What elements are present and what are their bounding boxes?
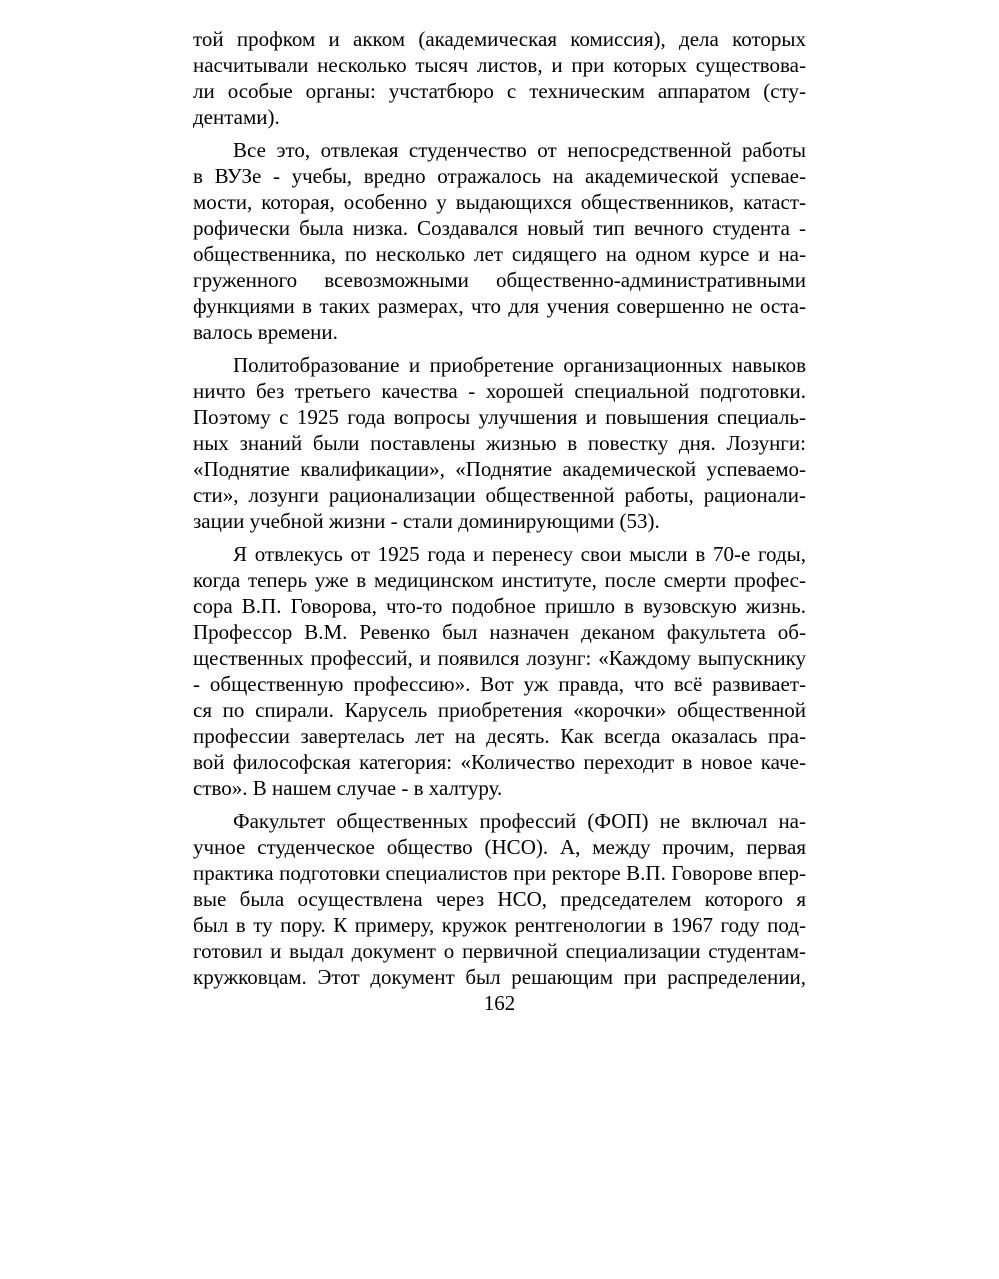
text-line: мости, которая, особенно у выдающихся общественников, катаст- bbox=[193, 190, 806, 214]
text-line: валось времени. bbox=[193, 320, 338, 344]
text-line: Поэтому с 1925 года вопросы улучшения и повышения специаль- bbox=[193, 405, 806, 429]
text-line: Факультет общественных профессий (ФОП) не включал на- bbox=[233, 809, 806, 833]
text-line: Я отвлекусь от 1925 года и перенесу свои мысли в 70-е годы, bbox=[233, 542, 806, 566]
text-line: сора В.П. Говорова, что-то подобное пришло в вузовскую жизнь. bbox=[193, 594, 806, 618]
text-line: Политобразование и приобретение организационных навыков bbox=[233, 353, 806, 377]
text-line: когда теперь уже в медицинском институте, после смерти профес- bbox=[193, 568, 806, 592]
text-line: в ВУЗе - учебы, вредно отражалось на академической успевае- bbox=[193, 164, 806, 188]
text-line: ся по спирали. Карусель приобретения «корочки» общественной bbox=[193, 698, 806, 722]
text-line: той профком и акком (академическая комиссия), дела которых bbox=[193, 27, 806, 51]
text-line: ничто без третьего качества - хорошей специальной подготовки. bbox=[193, 379, 806, 403]
text-line: Все это, отвлекая студенчество от непосредственной работы bbox=[233, 138, 806, 162]
text-line: профессии завертелась лет на десять. Как всегда оказалась пра- bbox=[193, 724, 806, 748]
text-line: вой философская категория: «Количество переходит в новое каче- bbox=[193, 750, 806, 774]
text-line: кружковцам. Этот документ был решающим при распределении, bbox=[193, 965, 806, 989]
text-line: был в ту пору. К примеру, кружок рентгенологии в 1967 году под- bbox=[193, 913, 806, 937]
text-line: функциями в таких размерах, что для учения совершенно не оста- bbox=[193, 294, 806, 318]
text-line: «Поднятие квалификации», «Поднятие академической успеваемо- bbox=[193, 457, 806, 481]
text-line: сти», лозунги рационализации общественной работы, рационали- bbox=[193, 483, 806, 507]
text-line: груженного всевозможными общественно-административными bbox=[193, 268, 806, 292]
text-line: ных знаний были поставлены жизнью в повестку дня. Лозунги: bbox=[193, 431, 806, 455]
text-line: ство». В нашем случае - в халтуру. bbox=[193, 776, 503, 800]
text-line: - общественную профессию». Вот уж правда, что всё развивает- bbox=[193, 672, 806, 696]
text-line: готовил и выдал документ о первичной специализации студентам- bbox=[193, 939, 806, 963]
text-line: Профессор В.М. Ревенко был назначен деканом факультета об- bbox=[193, 620, 806, 644]
page-body bbox=[193, 26, 806, 997]
text-line: щественных профессий, и появился лозунг: «Каждому выпускнику bbox=[193, 646, 806, 670]
paragraph bbox=[193, 137, 806, 345]
text-line: ли особые органы: учстатбюро с техническим аппаратом (сту- bbox=[193, 79, 806, 103]
text-line: учное студенческое общество (НСО). А, между прочим, первая bbox=[193, 835, 806, 859]
text-line: зации учебной жизни - стали доминирующими (53). bbox=[193, 509, 660, 533]
text-line: вые была осуществлена через НСО, председателем которого я bbox=[193, 887, 806, 911]
page-number: 162 bbox=[483, 991, 516, 1015]
paragraph bbox=[193, 541, 806, 801]
text-line: рофически была низка. Создавался новый тип вечного студента - bbox=[193, 216, 806, 240]
paragraph bbox=[193, 808, 806, 990]
text-line: практика подготовки специалистов при ректоре В.П. Говорове впер- bbox=[193, 861, 806, 885]
paragraph bbox=[193, 26, 806, 130]
paragraph bbox=[193, 352, 806, 534]
text-line: общественника, по несколько лет сидящего на одном курсе и на- bbox=[193, 242, 806, 266]
text-line: насчитывали несколько тысяч листов, и при которых существова- bbox=[193, 53, 806, 77]
text-line: дентами). bbox=[193, 105, 280, 129]
